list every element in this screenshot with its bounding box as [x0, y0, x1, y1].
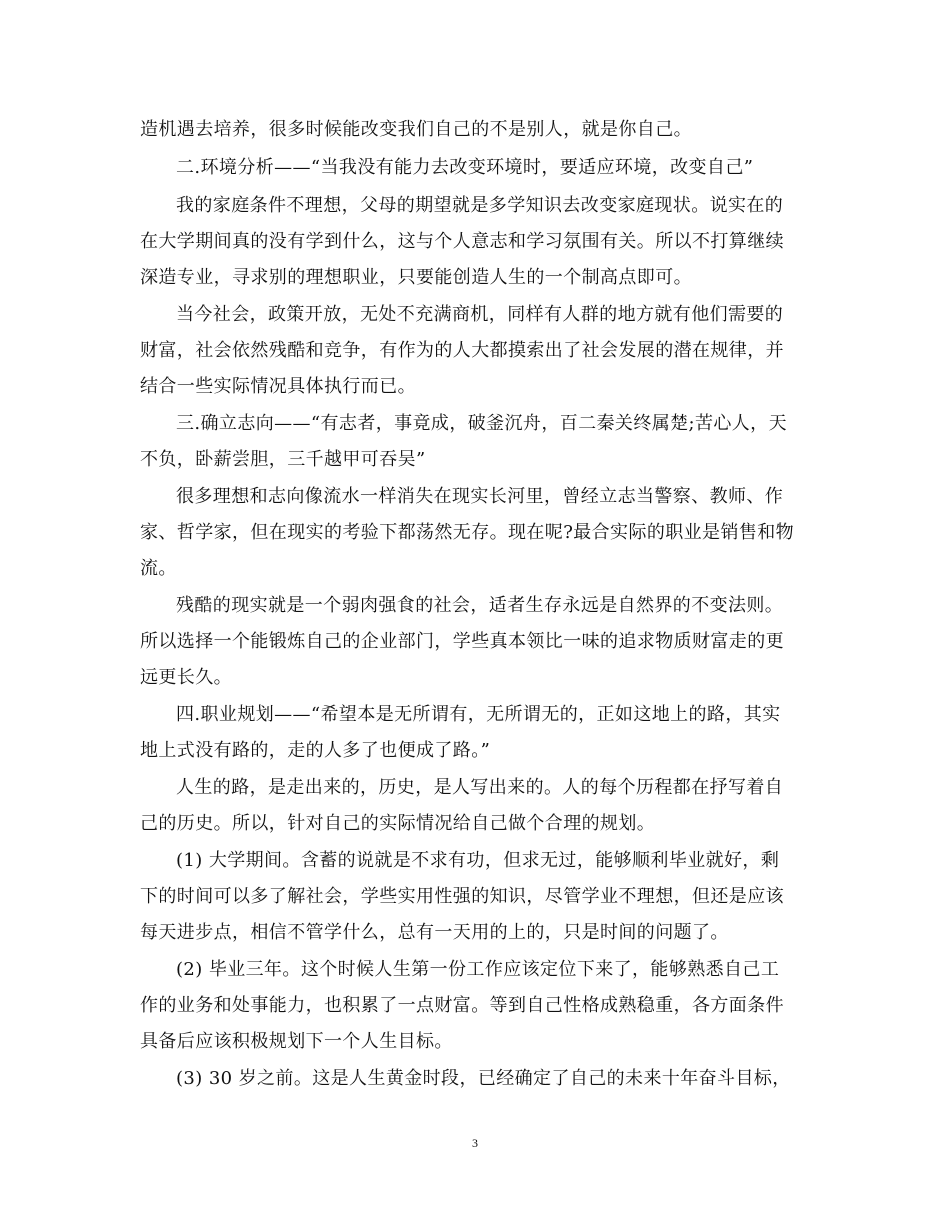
section-heading-environment: 二.环境分析——“当我没有能力去改变环境时，要适应环境，改变自己”	[176, 157, 754, 178]
paragraph-line: 家、哲学家，但在现实的考验下都荡然无存。现在呢?最合实际的职业是销售和物	[140, 522, 795, 543]
paragraph-line: 造机遇去培养，很多时候能改变我们自己的不是别人，就是你自己。	[140, 119, 692, 140]
paragraph-line: 己的历史。所以，针对自己的实际情况给自己做个合理的规划。	[140, 813, 656, 834]
paragraph-line: 很多理想和志向像流水一样消失在现实长河里，曾经立志当警察、教师、作	[176, 486, 784, 507]
paragraph-line: 作的业务和处事能力，也积累了一点财富。等到自己性格成熟稳重，各方面条件	[140, 995, 784, 1016]
paragraph-line: 具备后应该积极规划下一个人生目标。	[140, 1031, 453, 1052]
paragraph-line: 下的时间可以多了解社会，学些实用性强的知识，尽管学业不理想，但还是应该	[140, 886, 784, 907]
paragraph-line: 深造专业，寻求别的理想职业，只要能创造人生的一个制高点即可。	[140, 267, 692, 288]
list-item-before-thirty: (3) 30 岁之前。这是人生黄金时段，已经确定了自己的未来十年奋斗目标，	[176, 1068, 791, 1089]
paragraph-line: 我的家庭条件不理想，父母的期望就是多学知识去改变家庭现状。说实在的	[176, 195, 784, 216]
paragraph-line: 地上式没有路的，走的人多了也便成了路。”	[140, 740, 491, 761]
list-item-three-years: (2) 毕业三年。这个时候人生第一份工作应该定位下来了，能够熟悉自己工	[176, 959, 780, 980]
paragraph-line: 当今社会，政策开放，无处不充满商机，同样有人群的地方就有他们需要的	[176, 304, 784, 325]
paragraph-line: 所以选择一个能锻炼自己的企业部门，学些真本领比一味的追求物质财富走的更	[140, 631, 784, 652]
paragraph-line: 流。	[140, 558, 177, 579]
paragraph-line: 财富，社会依然残酷和竞争，有作为的人大都摸索出了社会发展的潜在规律，并	[140, 340, 784, 361]
section-heading-career-plan: 四.职业规划——“希望本是无所谓有，无所谓无的，正如这地上的路，其实	[176, 704, 781, 725]
page-number: 3	[472, 1136, 478, 1150]
paragraph-line: 远更长久。	[140, 667, 232, 688]
paragraph-line: 人生的路，是走出来的，历史，是人写出来的。人的每个历程都在抒写着自	[176, 777, 784, 798]
paragraph-line: 在大学期间真的没有学到什么，这与个人意志和学习氛围有关。所以不打算继续	[140, 231, 784, 252]
paragraph-line: 不负，卧薪尝胆，三千越甲可吞吴”	[140, 449, 426, 470]
paragraph-line: 残酷的现实就是一个弱肉强食的社会，适者生存永远是自然界的不变法则。	[176, 595, 784, 616]
paragraph-line: 结合一些实际情况具体执行而已。	[140, 376, 416, 397]
section-heading-ambition: 三.确立志向——“有志者，事竟成，破釜沉舟，百二秦关终属楚;苦心人，天	[176, 413, 787, 434]
list-item-university: (1) 大学期间。含蓄的说就是不求有功，但求无过，能够顺利毕业就好，剩	[176, 850, 780, 871]
paragraph-line: 每天进步点，相信不管学什么，总有一天用的上的，只是时间的问题了。	[140, 922, 729, 943]
